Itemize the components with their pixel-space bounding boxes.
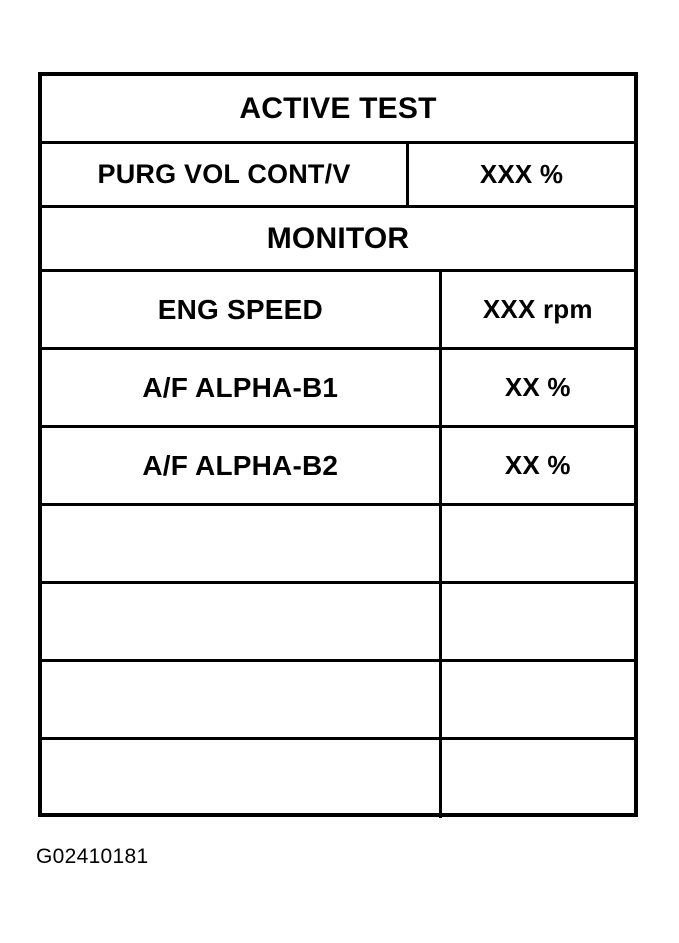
table-row	[42, 584, 634, 662]
table-row	[42, 662, 634, 740]
table-row	[42, 506, 634, 584]
monitor-item-value	[442, 584, 634, 659]
monitor-item-value	[442, 662, 634, 737]
purge-volume-row	[42, 144, 634, 208]
table-row	[42, 272, 634, 350]
table-row	[42, 428, 634, 506]
table-row	[42, 350, 634, 428]
monitor-header-row	[42, 208, 634, 272]
table-row	[42, 740, 634, 818]
active-test-header-row	[42, 76, 634, 144]
active-test-title: ACTIVE TEST	[239, 91, 437, 125]
monitor-item-label: A/F ALPHA-B1	[42, 350, 442, 425]
monitor-item-value	[442, 740, 634, 818]
monitor-item-label	[42, 506, 442, 581]
purge-volume-value: XXX %	[479, 159, 564, 189]
monitor-item-value: XX %	[504, 450, 571, 480]
monitor-item-label	[42, 584, 442, 659]
scan-tool-screen-panel	[38, 72, 638, 817]
figure-caption: G02410181	[36, 845, 149, 868]
monitor-item-value: XXX rpm	[482, 294, 593, 324]
monitor-item-label: ENG SPEED	[42, 272, 442, 347]
monitor-item-label	[42, 740, 442, 818]
purge-volume-label: PURG VOL CONT/V	[42, 144, 409, 205]
monitor-item-label: A/F ALPHA-B2	[42, 428, 442, 503]
monitor-title: MONITOR	[266, 221, 410, 255]
monitor-item-value: XX %	[504, 372, 571, 402]
monitor-item-label	[42, 662, 442, 737]
monitor-item-value	[442, 506, 634, 581]
